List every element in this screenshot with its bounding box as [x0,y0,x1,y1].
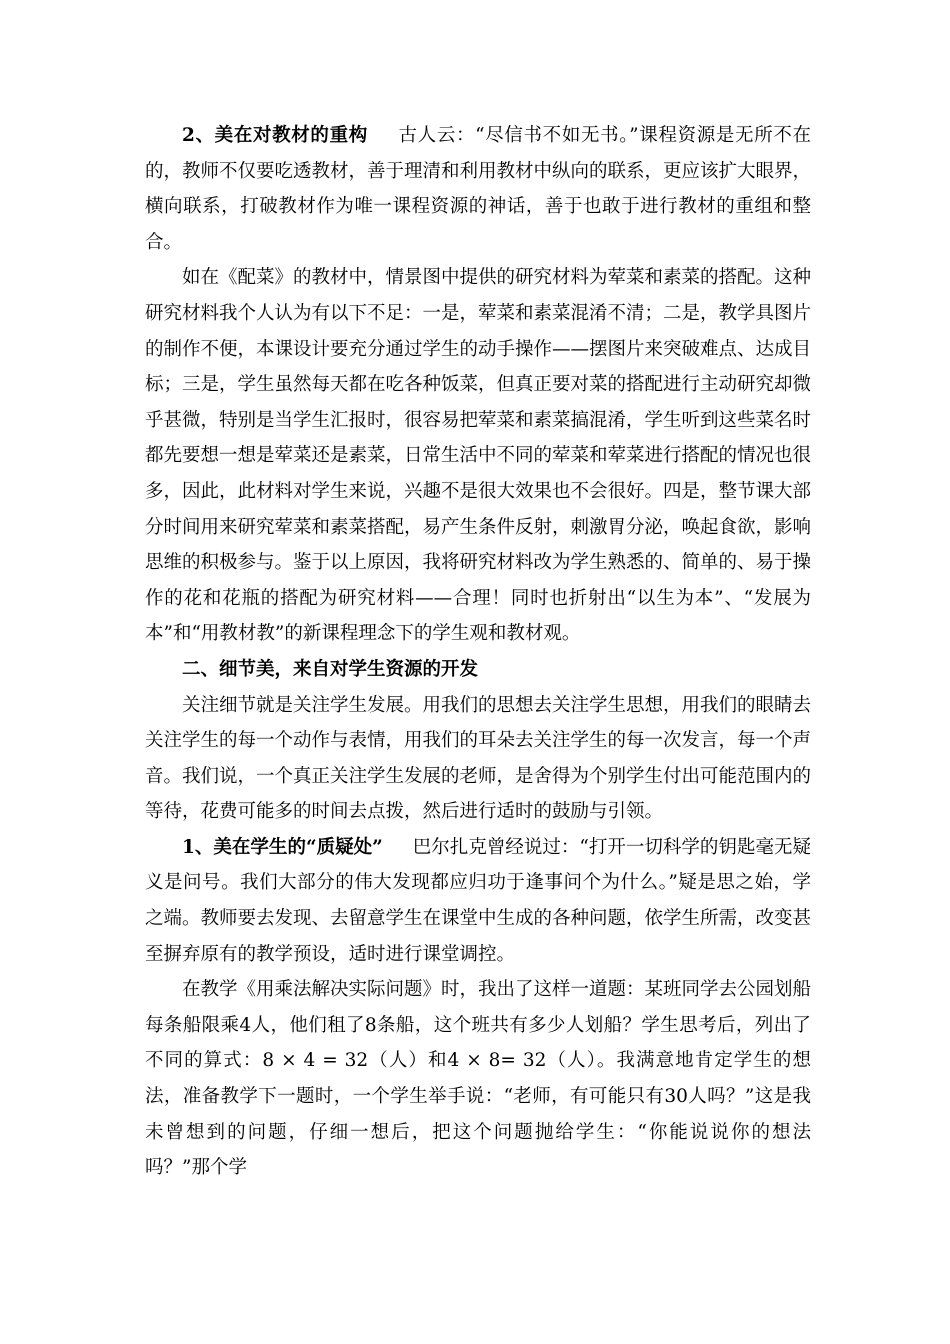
section-2-body: 古人云：“尽信书不如无书。”课程资源是无所不在的，教师不仅要吃透教材，善于理清和利用教材中纵向的联系，更应该扩大眼界，横向联系，打破教材作为唯一课程资源的神话，善于也敢于进行教材的重组和整合。 [145,125,812,253]
peicai-paragraph: 如在《配菜》的教材中，情景图中提供的研究材料为荤菜和素菜的搭配。这种研究材料我个人认为有以下不足：一是，荤菜和素菜混淆不清；二是，教学具图片的制作不便，本课设计要充分通过学生的动手操作——摆图片来突破难点、达成目标；三是，学生虽然每天都在吃各种饭菜，但真正要对菜的搭配进行主动研究却微乎甚微，特别是当学生汇报时，很容易把荤菜和素菜搞混淆，学生听到这些菜名时都先要想一想是荤菜还是素菜，日常生活中不同的荤菜和荤菜进行搭配的情况也很多，因此，此材料对学生来说，兴趣不是很大效果也不会很好。四是，整节课大部分时间用来研究荤菜和素菜搭配，易产生条件反射，刺激胃分泌，唤起食欲，影响思维的积极参与。鉴于以上原因，我将研究材料改为学生熟悉的、简单的、易于操作的花和花瓶的搭配为研究材料——合理！同时也折射出“以生为本”、“发展为本”和“用教材教”的新课程理念下的学生观和教材观。 [145,267,812,645]
section-1-heading: 1、美在学生的“质疑处” [182,836,383,858]
section-2-heading: 2、美在对教材的重构 [182,125,368,146]
section-2-paragraph [145,118,811,260]
example-paragraph: 在教学《用乘法解决实际问题》时，我出了这样一道题：某班同学去公园划船每条船限乘4人，他们租了8条船，这个班共有多少人划船？学生思考后，列出了不同的算式：8 × 4 = 32（人）和4 × 8= 32（人）。我满意地肯定学生的想法，准备教学下一题时，一个学生举手说：“老师，有可能只有30人吗？”这是我未曾想到的问题，仔细一想后，把这个问题抛给学生：“你能说说你的想法吗？”那个学 [145,979,812,1179]
focus-paragraph: 关注细节就是关注学生发展。用我们的思想去关注学生思想，用我们的眼睛去关注学生的每一个动作与表情，用我们的耳朵去关注学生的每一次发言，每一个声音。我们说，一个真正关注学生发展的老师，是舍得为个别学生付出可能范围内的等待，花费可能多的时间去点拨，然后进行适时的鼓励与引领。 [145,694,812,823]
part-2-heading: 二、细节美，来自对学生资源的开发 [182,658,479,680]
section-1-paragraph [145,830,811,972]
section-1-body: 巴尔扎克曾经说过：“打开一切科学的钥匙毫无疑义是问号。我们大部分的伟大发现都应归功于逢事问个为什么。”疑是思之始，学之端。教师要去发现、去留意学生在课堂中生成的各种问题，依学生所需，改变甚至摒弃原有的教学预设，适时进行课堂调控。 [145,836,812,965]
document-page [145,118,811,1186]
